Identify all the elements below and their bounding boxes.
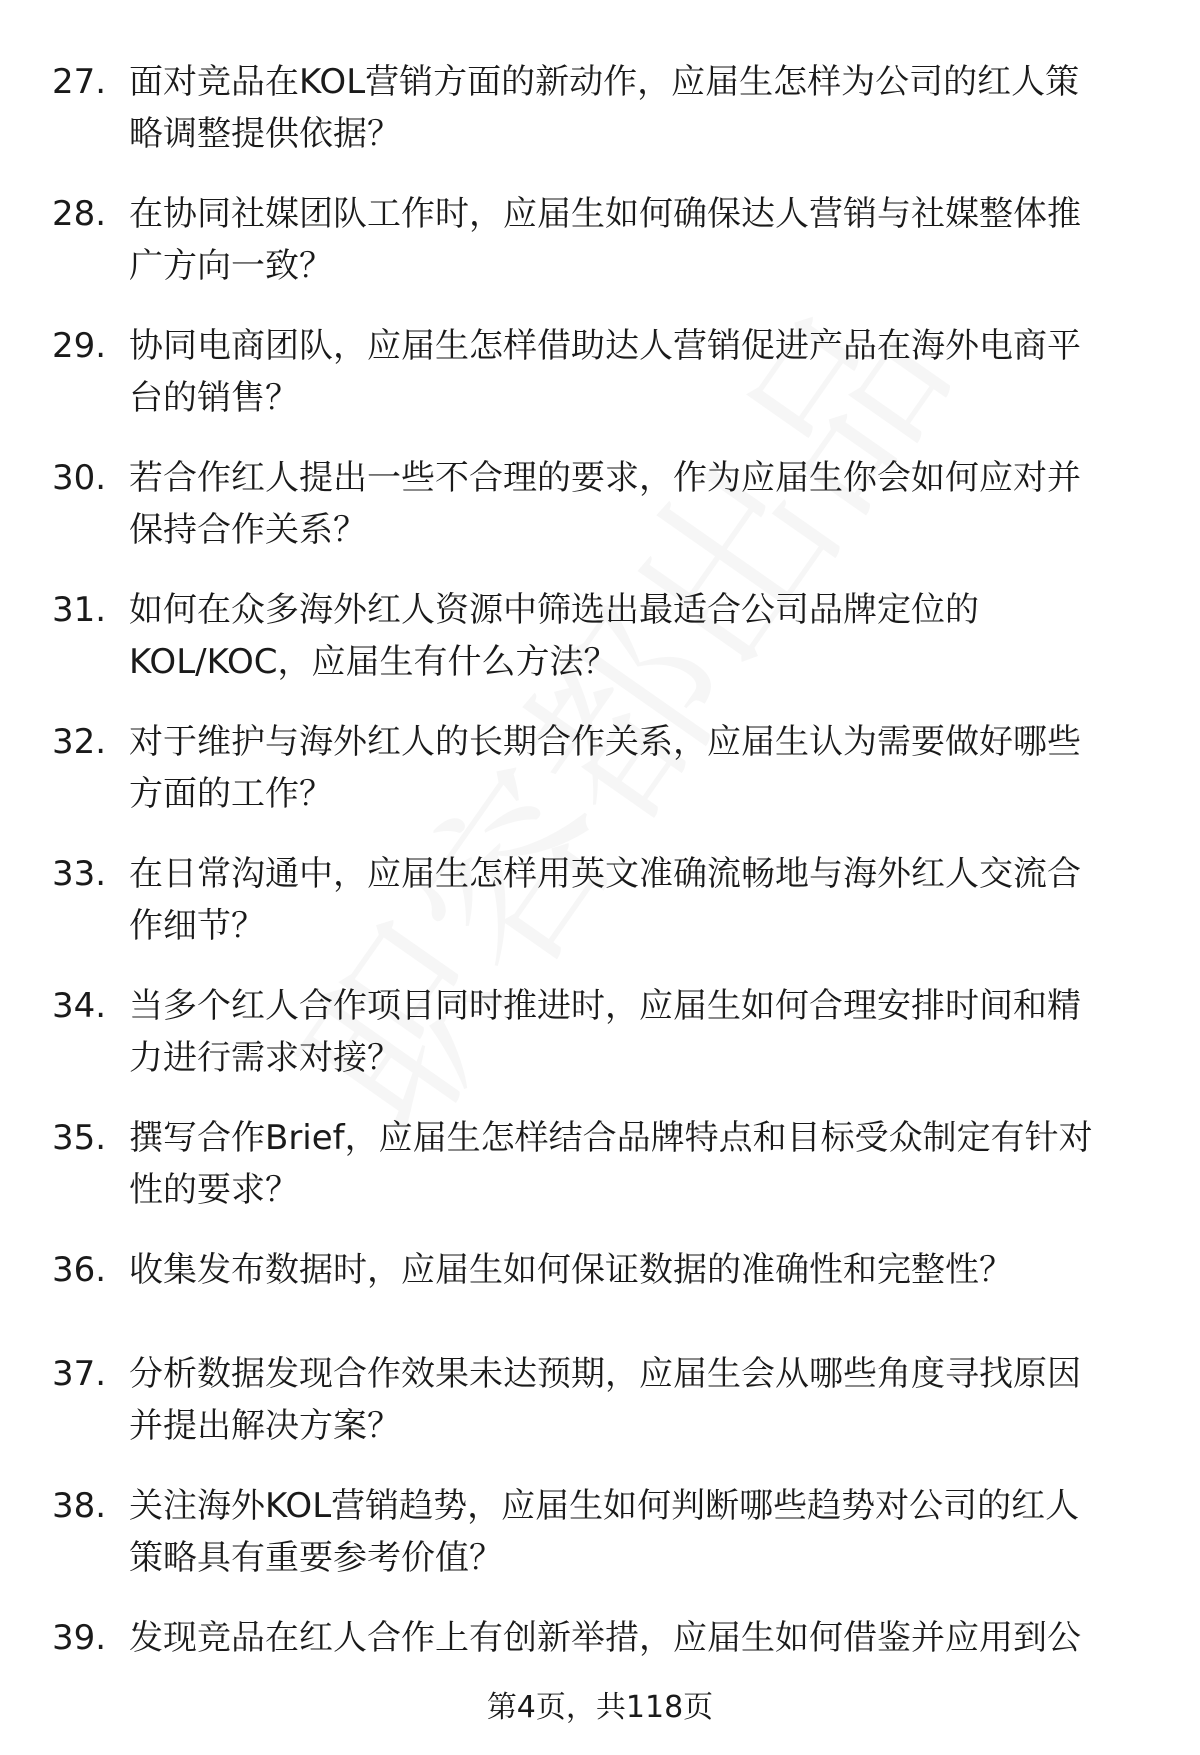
question-text: 协同电商团队，应届生怎样借助达人营销促进产品在海外电商平 台的销售？ (129, 326, 1081, 418)
question-text: 撰写合作Brief，应届生怎样结合品牌特点和目标受众制定有针对 性的要求？ (129, 1118, 1093, 1210)
question-item (0, 56, 1200, 188)
question-number: 35. (52, 1118, 107, 1158)
question-number: 28. (52, 194, 107, 234)
question-number: 37. (52, 1354, 107, 1394)
question-item (0, 848, 1200, 980)
question-number: 38. (52, 1486, 107, 1526)
question-text: 发现竞品在红人合作上有创新举措，应届生如何借鉴并应用到公 (129, 1618, 1081, 1658)
question-number: 31. (52, 590, 107, 630)
question-list (0, 56, 1200, 1744)
question-item (0, 452, 1200, 584)
question-number: 36. (52, 1250, 107, 1290)
question-item (0, 1112, 1200, 1244)
question-text: 收集发布数据时，应届生如何保证数据的准确性和完整性？ (129, 1250, 1013, 1290)
question-number: 27. (52, 62, 107, 102)
question-text: 在日常沟通中，应届生怎样用英文准确流畅地与海外红人交流合 作细节？ (129, 854, 1081, 946)
question-item (0, 188, 1200, 320)
question-number: 30. (52, 458, 107, 498)
question-text: 分析数据发现合作效果未达预期，应届生会从哪些角度寻找原因 并提出解决方案？ (129, 1354, 1081, 1446)
question-text: 在协同社媒团队工作时，应届生如何确保达人营销与社媒整体推 广方向一致？ (129, 194, 1081, 286)
question-text: 面对竞品在KOL营销方面的新动作，应届生怎样为公司的红人策 略调整提供依据？ (129, 62, 1080, 154)
question-text: 当多个红人合作项目同时推进时，应届生如何合理安排时间和精 力进行需求对接？ (129, 986, 1081, 1078)
question-text: 如何在众多海外红人资源中筛选出最适合公司品牌定位的 KOL/KOC，应届生有什么方法？ (129, 590, 979, 682)
question-item (0, 1348, 1200, 1480)
question-number: 39. (52, 1618, 107, 1658)
question-text: 关注海外KOL营销趋势，应届生如何判断哪些趋势对公司的红人 策略具有重要参考价值？ (129, 1486, 1080, 1578)
question-item (0, 1244, 1200, 1348)
question-number: 33. (52, 854, 107, 894)
question-item (0, 716, 1200, 848)
question-item (0, 980, 1200, 1112)
question-number: 34. (52, 986, 107, 1026)
question-item (0, 584, 1200, 716)
question-item (0, 320, 1200, 452)
question-item (0, 1480, 1200, 1612)
question-text: 若合作红人提出一些不合理的要求，作为应届生你会如何应对并 保持合作关系？ (129, 458, 1081, 550)
question-text: 对于维护与海外红人的长期合作关系，应届生认为需要做好哪些 方面的工作？ (129, 722, 1081, 814)
question-number: 32. (52, 722, 107, 762)
question-number: 29. (52, 326, 107, 366)
page-number-footer: 第4页，共118页 (486, 1690, 714, 1725)
